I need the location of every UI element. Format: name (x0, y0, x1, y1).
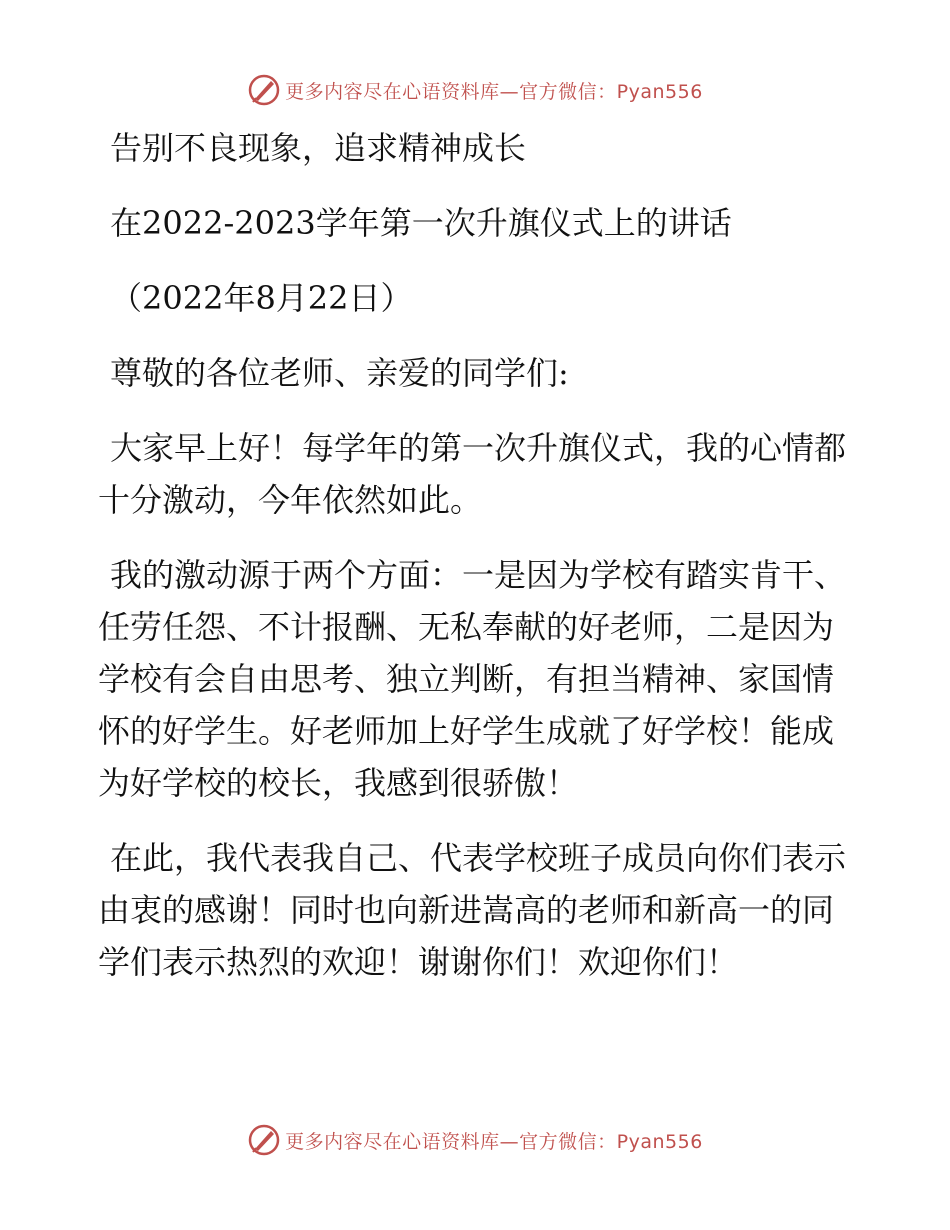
footer-watermark (0, 1120, 950, 1160)
watermark-text: 更多内容尽在心语资料库—官方微信：Pyan556 (285, 1130, 703, 1153)
document-subtitle: 在2022-2023学年第一次升旗仪式上的讲话 (110, 204, 732, 242)
quill-pen-logo-icon (247, 73, 281, 107)
paragraph-greeting: 大家早上好！每学年的第一次升旗仪式，我的心情都十分激动，今年依然如此。 (98, 429, 847, 519)
document-title: 告别不良现象，追求精神成长 (110, 129, 527, 167)
quill-pen-logo-icon (247, 1123, 281, 1157)
header-watermark (0, 70, 950, 110)
document-body (98, 122, 858, 988)
document-date: （2022年8月22日） (110, 279, 413, 317)
paragraph-reasons: 我的激动源于两个方面：一是因为学校有踏实肯干、任劳任怨、不计报酬、无私奉献的好老师，二是因为学校有会自由思考、独立判断，有担当精神、家国情怀的好学生。好老师加上好学生成就了好学校！能成为好学校的校长，我感到很骄傲！ (98, 556, 847, 802)
watermark-text: 更多内容尽在心语资料库—官方微信：Pyan556 (285, 80, 703, 103)
salutation: 尊敬的各位老师、亲爱的同学们: (110, 354, 569, 392)
paragraph-thanks: 在此，我代表我自己、代表学校班子成员向你们表示由衷的感谢！同时也向新进嵩高的老师和新高一的同学们表示热烈的欢迎！谢谢你们！欢迎你们！ (98, 839, 847, 981)
